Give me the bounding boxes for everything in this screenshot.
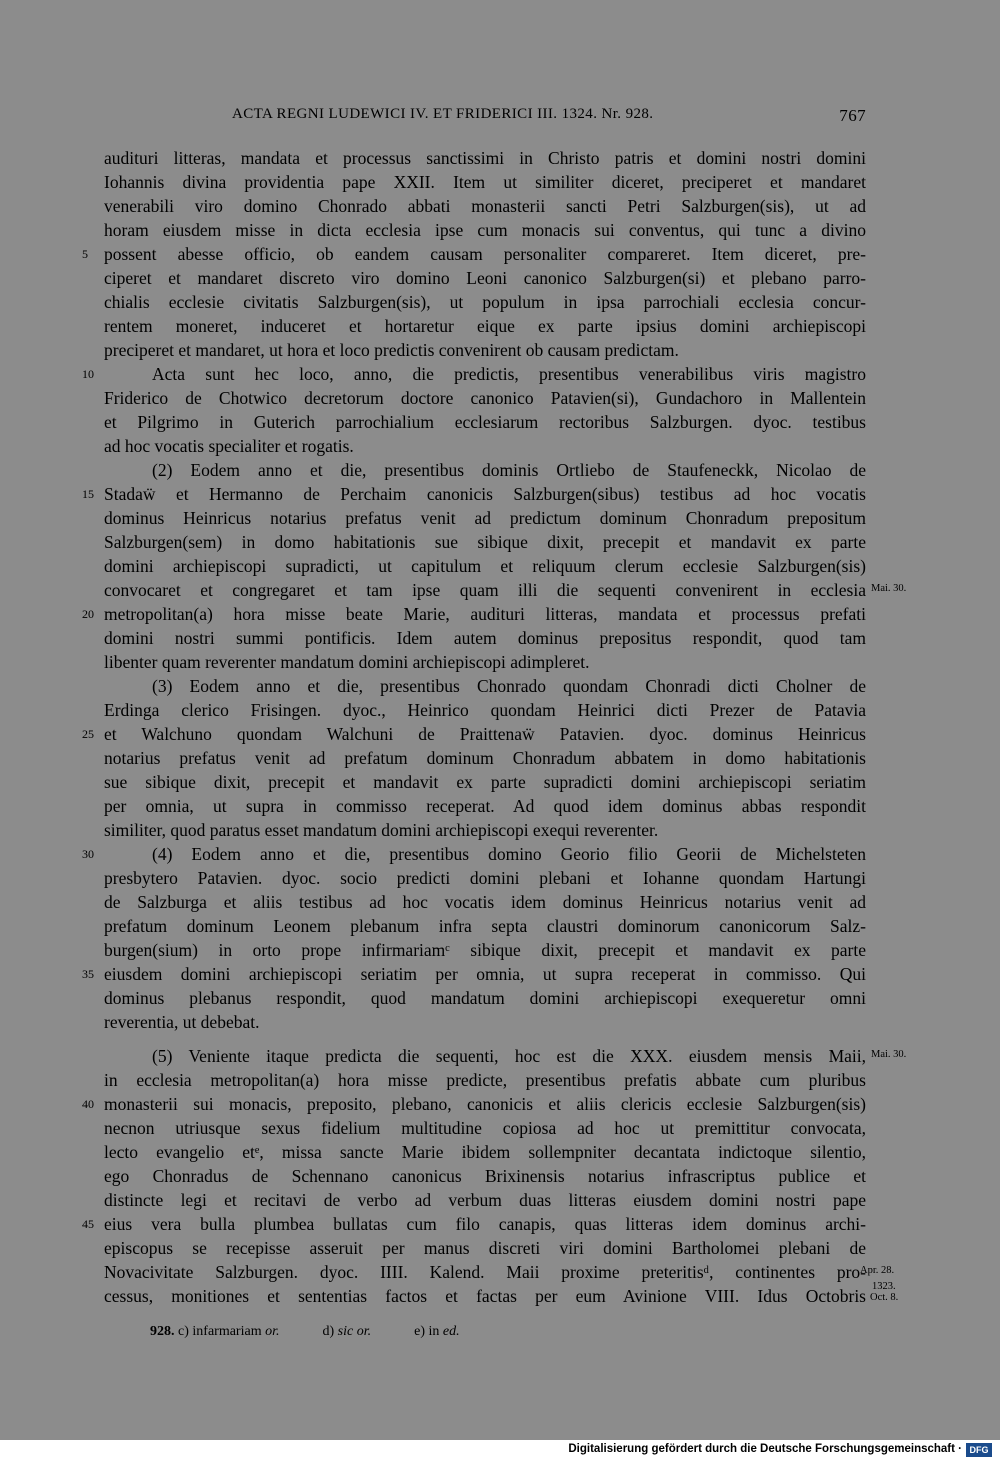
text-line: (5) Veniente itaque predicta die sequenti, hoc est die XXX. eiusdem mensis Maii, [152, 1046, 866, 1066]
footnote-c-source: or. [265, 1324, 280, 1339]
text-line: domini nostri summi pontificis. Idem autem dominus prepositus respondit, quod tam [104, 628, 866, 648]
line-number: 30 [82, 847, 94, 861]
footnotes [150, 1324, 460, 1340]
text-line: eiusdem domini archiepiscopi seriatim per omnia, ut supra receperat in commisso. Qui [104, 964, 866, 984]
margin-date: Mai. 30. [871, 1049, 907, 1060]
line-number: 35 [82, 967, 94, 981]
footnote-e-mark: e) [414, 1324, 425, 1339]
margin-date: Mai. 30. [871, 583, 907, 594]
text-line: Iohannis divina providentia pape XXII. Item ut similiter diceret, preciperet et mandaret [104, 172, 866, 192]
text-line: presbytero Patavien. dyoc. socio predicti domini plebani et Iohanne quondam Hartungi [104, 868, 866, 888]
text-line: reverentia, ut debebat. [104, 1012, 260, 1032]
text-line: venerabili viro domino Chonrado abbati monasterii sancti Petri Salzburgen(sis), ut ad [104, 196, 866, 216]
text-line: per omnia, ut supra in commisso receperat. Ad quod idem dominus abbas respondit [104, 796, 866, 816]
page-number: 767 [839, 106, 866, 125]
text-line: et Walchuno quondam Walchuni de Praittenaẅ Patavien. dyoc. dominus Heinricus [104, 724, 866, 744]
text-line: sue sibique dixit, precepit et mandavit ex parte supradicti domini archiepiscopi seriatim [104, 772, 866, 792]
footnote-e-source: ed. [442, 1324, 460, 1339]
text-line: rentem moneret, induceret et hortaretur eique ex parte ipsius domini archiepiscopi [104, 316, 866, 336]
text-line: possent abesse officio, ob eandem causam personaliter compareret. Item diceret, pre- [104, 244, 866, 264]
text-line: Salzburgen(sem) in domo habitationis sue sibique dixit, precepit et mandavit ex parte [104, 532, 866, 552]
line-number: 10 [82, 367, 94, 381]
footnote-e-text: in [428, 1324, 440, 1339]
text-line: domini archiepiscopi supradicti, ut capitulum et reliquum clerum ecclesie Salzburgen(sis) [104, 556, 866, 576]
text-line: et Pilgrimo in Guterich parrochialium ecclesiarum rectoribus Salzburgen. dyoc. testibus [104, 412, 866, 432]
text-line: Erdinga clerico Frisingen. dyoc., Heinrico quondam Heinrici dicti Prezer de Patavia [104, 700, 866, 720]
text-line: similiter, quod paratus esset mandatum domini archiepiscopi exequi reverenter. [104, 820, 659, 840]
footnote-c-mark: c) [178, 1324, 189, 1339]
text-line: lecto evangelio etᵉ, missa sancte Marie ibidem sollempniter decantata indictoque silentio, [104, 1142, 866, 1162]
text-line: metropolitan(a) hora misse beate Marie, audituri litteras, mandata et processus prefati [104, 604, 866, 624]
line-number: 25 [82, 727, 94, 741]
text-line: eius vera bulla plumbea bullatas cum filo canapis, quas litteras idem dominus archi- [104, 1214, 866, 1234]
text-line: in ecclesia metropolitan(a) hora misse predicte, presentibus prefatis abbate cum pluribus [104, 1070, 866, 1090]
footer-credit: Digitalisierung gefördert durch die Deutsche Forschungsgemeinschaft · [568, 1443, 962, 1455]
text-line: audituri litteras, mandata et processus sanctissimi in Christo patris et domini nostri domini [104, 148, 866, 168]
text-line: convocaret et congregaret et tam ipse quam illi die sequenti convenirent in ecclesia [104, 580, 866, 600]
line-number: 45 [82, 1217, 94, 1231]
text-line: (4) Eodem anno et die, presentibus domino Georio filio Georii de Michelsteten [152, 844, 866, 864]
digitization-footer [0, 1440, 1000, 1461]
text-line: necnon utriusque sexus fidelium multitudine copiosa ad hoc ut premittitur convocata, [104, 1118, 866, 1138]
text-line: Stadaẅ et Hermanno de Perchaim canonicis Salzburgen(sibus) testibus ad hoc vocatis [104, 484, 866, 504]
text-line: Acta sunt hec loco, anno, die predictis, presentibus venerabilibus viris magistro [152, 364, 866, 384]
text-line: episcopus se recepisse asseruit per manus discreti viri domini Bartholomei plebani de [104, 1238, 866, 1258]
line-number: 15 [82, 487, 94, 501]
text-line: preciperet et mandaret, ut hora et loco predictis convenirent ob causam predictam. [104, 340, 679, 360]
text-line: notarius prefatus venit ad prefatum dominum Chonradum abbatem in domo habitationis [104, 748, 866, 768]
header-title: ACTA REGNI LUDEWICI IV. ET FRIDERICI III. 1324. Nr. 928. [232, 106, 654, 122]
text-line: libenter quam reverenter mandatum domini archiepiscopi adimpleret. [104, 652, 590, 672]
margin-date: 1323. [872, 1281, 896, 1292]
footnote-d-text: sic or. [337, 1324, 372, 1339]
text-line: ad hoc vocatis specialiter et rogatis. [104, 436, 354, 456]
margin-date: Apr. 28. [860, 1265, 895, 1276]
text-line: dominus plebanus respondit, quod mandatum domini archiepiscopi exequeretur omni [104, 988, 866, 1008]
text-line: horam eiusdem misse in dicta ecclesia ipse cum monacis sui conventus, qui tunc a divino [104, 220, 866, 240]
footnote-number: 928. [150, 1324, 175, 1339]
text-line: chialis ecclesie civitatis Salzburgen(sis), ut populum in ipsa parrochiali ecclesia concur- [104, 292, 866, 312]
dfg-logo: DFG [966, 1443, 992, 1457]
line-number: 20 [82, 607, 94, 621]
text-line: burgen(sium) in orto prope infirmariamᶜ sibique dixit, precepit et mandavit ex parte [104, 940, 866, 960]
text-line: ego Chonradus de Schennano canonicus Brixinensis notarius infrascriptus publice et [104, 1166, 866, 1186]
line-number: 5 [82, 247, 88, 261]
margin-date: Oct. 8. [870, 1292, 899, 1303]
footnote-d-mark: d) [322, 1324, 335, 1339]
text-line: monasterii sui monacis, preposito, plebano, canonicis et aliis clericis ecclesie Salzburgen(sis) [104, 1094, 866, 1114]
text-line: dominus Heinricus notarius prefatus venit ad predictum dominum Chonradum prepositum [104, 508, 866, 528]
text-line: (2) Eodem anno et die, presentibus dominis Ortliebo de Staufeneckk, Nicolao de [152, 460, 866, 480]
text-line: de Salzburga et aliis testibus ad hoc vocatis idem dominus Heinricus notarius venit ad [104, 892, 866, 912]
text-line: prefatum dominum Leonem plebanum infra septa claustri dominorum canonicorum Salz- [104, 916, 866, 936]
line-number: 40 [82, 1097, 94, 1111]
text-line: cessus, monitiones et sententias factos et factas per eum Avinione VIII. Idus Octobris [104, 1286, 866, 1306]
text-line: distincte legi et recitavi de verbo ad verbum duas litteras eiusdem domini nostri pape [104, 1190, 866, 1210]
text-line: ciperet et mandaret discreto viro domino Leoni canonico Salzburgen(si) et plebano parro- [104, 268, 866, 288]
footnote-c-text: infarmariam [192, 1324, 262, 1339]
text-line: Friderico de Chotwico decretorum doctore canonico Patavien(si), Gundachoro in Mallentein [104, 388, 866, 408]
text-line: (3) Eodem anno et die, presentibus Chonrado quondam Chonradi dicti Cholner de [152, 676, 866, 696]
text-line: Novacivitate Salzburgen. dyoc. IIII. Kalend. Maii proxime preteritisᵈ, continentes pro- [104, 1262, 866, 1282]
